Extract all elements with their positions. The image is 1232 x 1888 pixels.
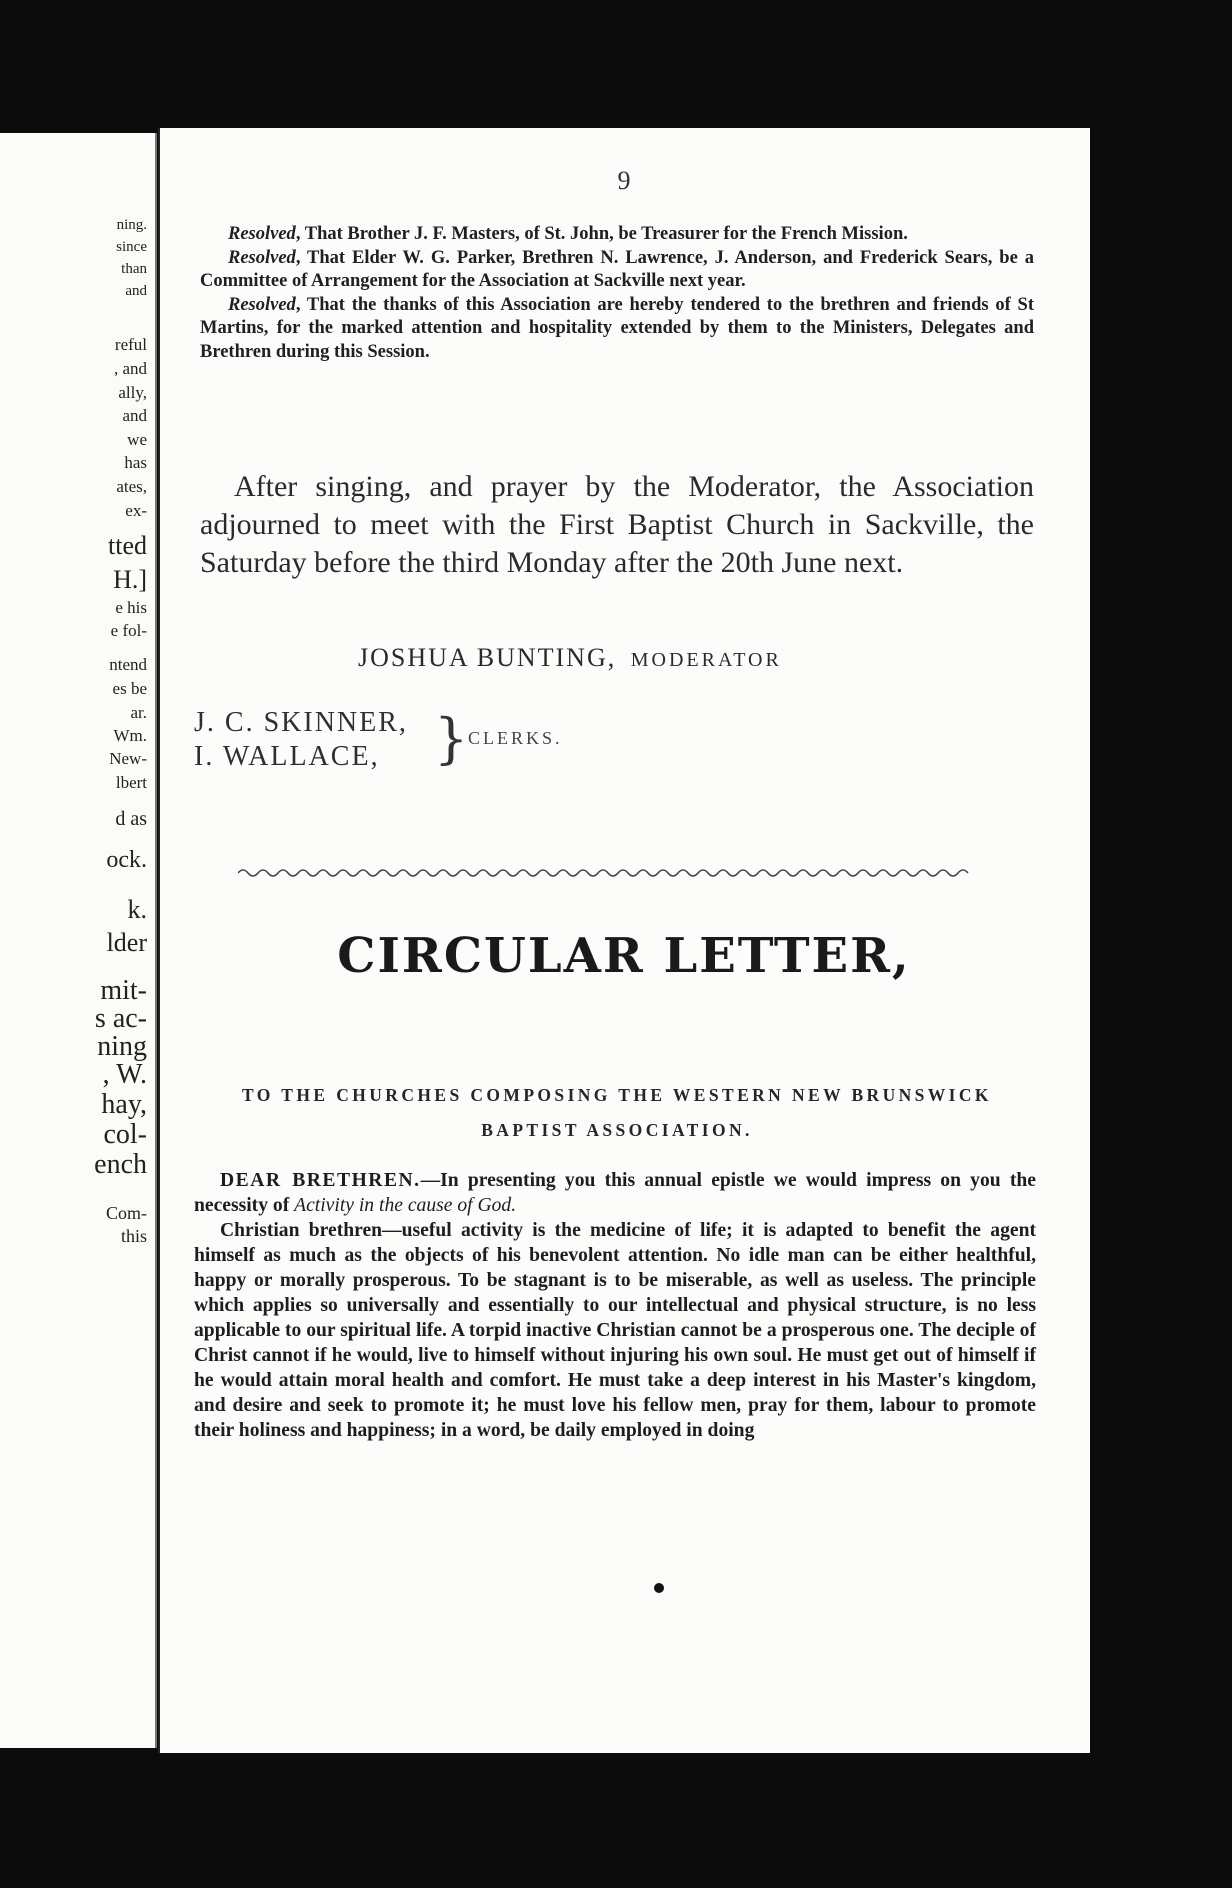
left-page-line: es be [112, 679, 147, 698]
left-page-line: col- [103, 1119, 147, 1150]
circular-letter-subheading: TO THE CHURCHES COMPOSING THE WESTERN NEW BRUNSWICK BAPTIST ASSOCIATION. [242, 1085, 992, 1140]
letter-body [194, 1168, 1036, 1443]
left-page-fragment [0, 133, 157, 1748]
resolution-1-label: Resolved [228, 224, 296, 244]
left-page-line: s ac- [94, 1003, 147, 1034]
left-page-line: e fol- [110, 621, 147, 640]
brace-icon: } [434, 707, 469, 770]
left-page-line: and [125, 283, 147, 299]
left-page-line: lder [106, 928, 147, 957]
clerks-names [194, 706, 408, 774]
left-page-line: ntend [109, 655, 147, 674]
clerk-2: I. WALLACE, [194, 741, 380, 772]
main-page [158, 128, 1090, 1753]
letter-text-1: —In presenting you this annual epistle we would impress on you the necessity of [194, 1170, 1036, 1216]
letter-paragraph [194, 1168, 1036, 1218]
left-page-line: ock. [106, 847, 147, 873]
left-page-line: , and [113, 359, 147, 378]
left-page-line: d as [115, 808, 147, 830]
resolution-3 [200, 294, 1034, 365]
left-page-line: ench [94, 1149, 147, 1180]
left-page-line: e his [115, 598, 147, 617]
left-page-line: Wm. [113, 726, 147, 745]
salutation: DEAR BRETHREN. [220, 1170, 421, 1191]
resolution-1 [200, 223, 1034, 247]
left-page-line: ning [97, 1031, 147, 1062]
moderator-name: JOSHUA BUNTING, [358, 643, 617, 672]
resolution-2-text: , That Elder W. G. Parker, Brethren N. Lawrence, J. Anderson, and Frederick Sears, be a Committee of Arrangement for the Association at Sackville next year. [200, 247, 1034, 291]
ink-dot [654, 1583, 664, 1593]
left-page-line: this [120, 1226, 147, 1246]
left-page-line: ar. [130, 703, 147, 722]
left-page-line: H.] [113, 565, 147, 594]
left-page-line: reful [114, 335, 147, 354]
resolution-2-label: Resolved [228, 247, 296, 268]
left-page-line: tted [108, 531, 147, 560]
resolution-1-text: , That Brother J. F. Masters, of St. John, be Treasurer for the French Mission. [295, 224, 908, 244]
left-page-line: , W. [102, 1059, 147, 1090]
left-page-line: ex- [125, 501, 147, 520]
left-page-line: Com- [105, 1203, 147, 1223]
left-page-line: mit- [100, 975, 147, 1006]
clerks-label: CLERKS. [468, 728, 563, 748]
letter-paragraph-2: Christian brethren—useful activity is the medicine of life; it is adapted to benefit the agent himself as much as the objects of his benevolent attention. No idle man can be either healthful, happy or morally prosperous. To be stagnant is to be miserable, as well as useless. The principle which applies so universally and essentially to our intellectual and physical structure, is no less applicable to our spiritual life. A torpid inactive Christian cannot be a prosperous one. The deciple of Christ cannot if he would, live to himself without injuring his own soul. He must get out of himself if he would attain moral health and comfort. He must take a deep interest in his Master's kingdom, and desire and seek to promote it; he must love his fellow men, pray for them, labour to promote their holiness and happiness; in a word, be daily employed in doing [194, 1220, 1036, 1441]
left-page-line: k. [127, 895, 147, 924]
resolution-2 [200, 247, 1034, 294]
left-page-line: ally, [118, 383, 147, 402]
left-page-line: we [127, 430, 147, 449]
left-page-line: since [116, 239, 147, 255]
resolution-3-label: Resolved [228, 294, 296, 315]
left-page-line: and [122, 406, 147, 425]
adjournment-paragraph: After singing, and prayer by the Moderator, the Association adjourned to meet with the First Baptist Church in Sackville, the Saturday before the third Monday after the 20th June next. [200, 470, 1034, 579]
wavy-divider-icon [238, 863, 978, 883]
page-number: 9 [617, 166, 631, 195]
moderator-signature [358, 643, 782, 673]
left-page-line: ates, [116, 477, 147, 496]
left-page-line: lbert [115, 773, 147, 792]
resolution-3-text: , That the thanks of this Association are hereby tendered to the brethren and friends of St Martins, for the marked attention and hospitality extended by them to the Ministers, Delegates and Brethren during this Session. [200, 294, 1034, 362]
clerk-1: J. C. SKINNER, [194, 707, 408, 738]
left-page-line: New- [109, 749, 147, 768]
left-page-line: hay, [101, 1089, 147, 1120]
left-page-line: has [124, 453, 147, 472]
moderator-title: MODERATOR [630, 649, 782, 671]
letter-emphasis: Activity in the cause of God. [294, 1195, 517, 1216]
resolutions [200, 223, 1034, 364]
circular-letter-heading: CIRCULAR LETTER, [337, 928, 911, 984]
left-page-line: than [121, 261, 147, 277]
left-page-line: ning. [116, 217, 147, 233]
